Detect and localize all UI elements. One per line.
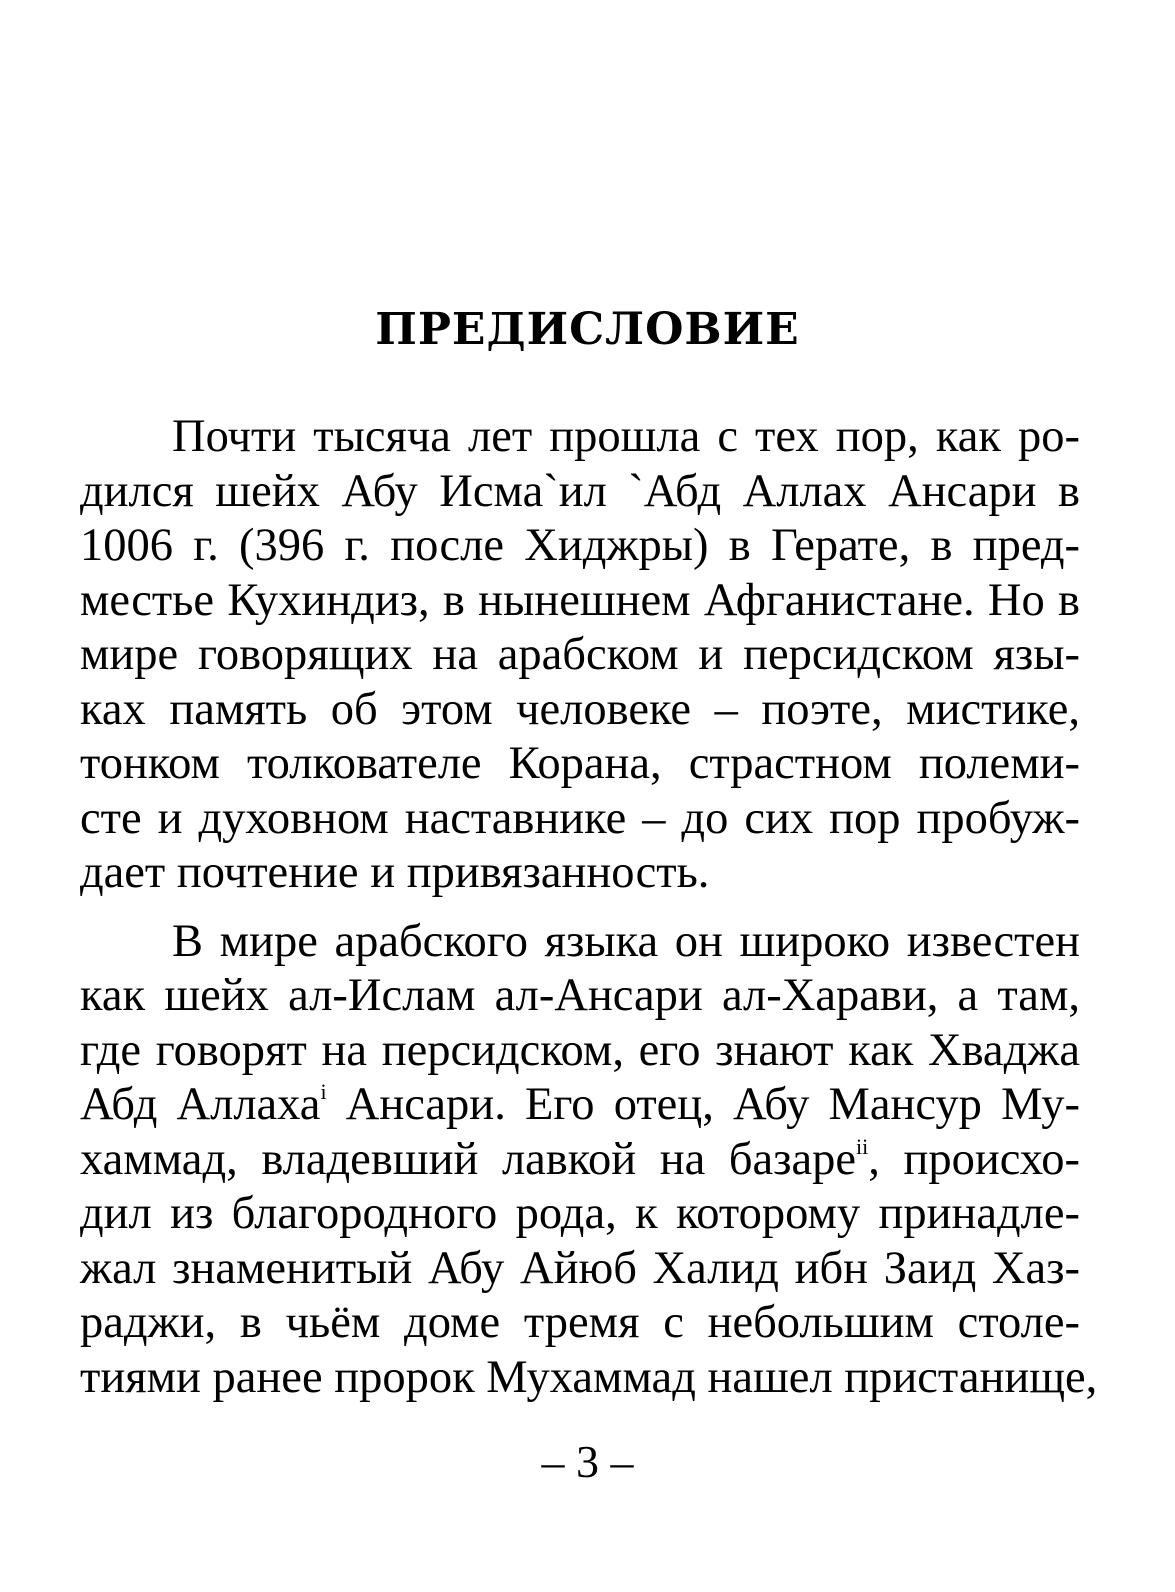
text-segment: хаммад, владевший лавкой на базаре (80, 1133, 857, 1185)
text-line: раджи, в чьём доме тремя с небольшим столе- (80, 1297, 1080, 1348)
text-line: местье Кухиндиз, в нынешнем Афганистане. Но в (80, 574, 1080, 626)
text-line: 1006 г. (396 г. после Хиджры) в Герате, в пред- (80, 520, 1080, 571)
text-segment: Абд Аллаха (80, 1079, 321, 1130)
text-line: сте и духовном наставнике – до сих пор пробуж- (80, 792, 1080, 844)
footnote-marker[interactable]: i (320, 1079, 327, 1104)
footnote-marker[interactable]: ii (856, 1133, 869, 1159)
paragraph-gap (80, 901, 1080, 915)
text-segment: Ансари. Его отец, Абу Мансур Му- (326, 1079, 1080, 1130)
text-line: В мире арабского языка он широко известен (172, 915, 1080, 967)
text-line: ках память об этом человеке – поэте, мистике, (80, 683, 1080, 735)
text-line: жал знаменитый Абу Айюб Халид ибн Заид Хаз- (80, 1242, 1080, 1294)
text-line: Почти тысяча лет прошла с тех пор, как ро- (172, 411, 1080, 462)
text-segment: , происхо- (868, 1133, 1080, 1185)
text-line: где говорят на персидском, его знают как Хваджа (80, 1024, 1080, 1076)
chapter-title: ПРЕДИСЛОВИЕ (375, 304, 800, 355)
text-line-with-footnote (80, 1133, 1080, 1188)
text-line: дил из благородного рода, к которому принадле- (80, 1188, 1080, 1239)
page-number: – 3 – (541, 1436, 634, 1487)
text-line: тиями ранее пророк Мухаммад нашел пристанище, (80, 1351, 1098, 1403)
text-line: дился шейх Абу Исма`ил `Абд Аллах Ансари в (80, 465, 1080, 517)
text-line: тонком толкователе Корана, страстном полеми- (80, 738, 1080, 789)
text-line: дает почтение и привязанность. (80, 847, 710, 898)
text-line: как шейх ал-Ислам ал-Ансари ал-Харави, а там, (80, 970, 1080, 1021)
text-line: мире говорящих на арабском и персидском язы- (80, 629, 1080, 680)
body-text (80, 410, 1098, 1405)
text-line-with-footnote (80, 1078, 1080, 1133)
